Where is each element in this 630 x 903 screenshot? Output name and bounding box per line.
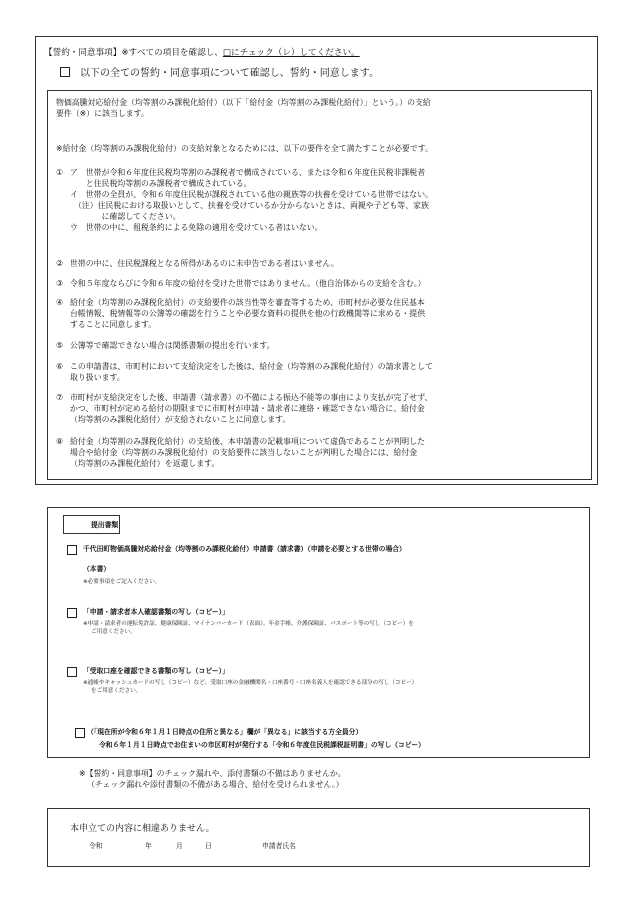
item-line: することに同意します。: [70, 320, 157, 329]
item-number: ⑧: [56, 437, 64, 446]
requirements-intro: [56, 97, 588, 119]
item-line: 取り扱います。: [70, 373, 125, 382]
check-reminder: [79, 768, 346, 790]
doc3-title: 「受取口座を確認できる書類の写し（コピー）」: [83, 667, 229, 675]
date-month-label: 月: [176, 842, 183, 850]
applicant-name-label: 申請者氏名: [262, 842, 296, 850]
item-line: （均等割のみ課税化給付）が支給されないことに同意します。: [70, 415, 291, 424]
agree-checkbox[interactable]: [60, 67, 70, 77]
item-number: ⑤: [56, 341, 64, 350]
item-line: に確認してください。: [70, 212, 181, 221]
date-year-label: 年: [145, 842, 152, 850]
doc4-row[interactable]: [75, 727, 587, 750]
item-line: イ 世帯の全員が、令和６年度住民税が課税されている他の親族等の扶養を受けている世帯ではない。: [70, 190, 433, 199]
requirements-intro-line1: 物価高騰対応給付金（均等割のみ課税化給付）（以下「給付金（均等割のみ課税化給付）」という。）の支給: [56, 98, 431, 107]
item-line: 市町村が支給決定をした後、申請書（請求書）の不備による振込不能等の事由により支払が完了せず、: [70, 393, 433, 402]
pledge-heading-instruction: □にチェック（レ）してください。: [222, 48, 360, 58]
doc1-row[interactable]: [67, 544, 587, 586]
item-number: ②: [56, 259, 64, 268]
item-line: 公簿等で確認できない場合は関係書類の提出を行います。: [70, 341, 275, 350]
doc2-note1: ※申請・請求者の運転免許証、健康保険証、マイナンバーカード（表面）、年金手帳、介護保険証、パスポート等の写し（コピー）を: [83, 621, 414, 627]
requirements-note: ※給付金（均等割のみ課税化給付）の支給対象となるためには、以下の要件を全て満たすことが必要です。: [56, 144, 433, 153]
pledge-heading: [44, 46, 360, 58]
doc1-note: ※必要事項をご記入ください。: [83, 579, 161, 585]
date-era: 令和: [89, 842, 103, 850]
doc4-title: （「現在所が令和６年１月１日時点の住所と異なる」欄が「異なる」に該当する方全員分）: [87, 728, 363, 736]
item-line: かつ、市町村が定める給付の期限までに市町村が申請・請求者に連絡・確認できない場合に、給付金: [70, 404, 425, 413]
pledge-heading-prefix: 【誓約・同意事項】※すべての項目を確認し、: [44, 48, 223, 58]
requirement-item-3: [56, 278, 588, 289]
item-number: ⑥: [56, 362, 64, 371]
item-line: 給付金（均等割のみ課税化給付）の支給後、本申請書の記載事項について虚偽であることが判明した: [70, 437, 425, 446]
doc2-note2: ご用意ください。: [91, 629, 136, 635]
requirement-item-8: [56, 436, 588, 469]
requirements-intro-line2: 要件（※）に該当します。: [56, 109, 149, 118]
item-number: ④: [56, 298, 64, 307]
item-line: 給付金（均等割のみ課税化給付）の支給要件の該当性等を審査等するため、市町村が必要な住民基本: [70, 298, 425, 307]
item-number: ⑦: [56, 393, 64, 402]
doc3-note1: ※通帳やキャッシュカードの写し（コピー）など、受取口座の金融機関名・口座番号・口座名義人を確認できる部分の写し（コピー）: [83, 680, 418, 686]
item-number: ①: [56, 168, 64, 177]
doc4-sub: 令和６年１月１日時点でお住まいの市区町村が発行する「令和６年度住民税課税証明書」の写し（コピー）: [99, 741, 425, 749]
declaration-text: 本申立ての内容に相違ありません。: [70, 824, 215, 834]
requirement-item-1: [56, 167, 588, 233]
doc3-note2: をご用意ください。: [91, 688, 142, 694]
agree-label: 以下の全ての誓約・同意事項について確認し、誓約・同意します。: [80, 68, 379, 79]
doc4-checkbox[interactable]: [75, 728, 85, 738]
declaration-box: [47, 808, 590, 867]
item-line: 世帯の中に、住民税課税となる所得があるのに未申告である者はいません。: [70, 259, 339, 268]
check-reminder-line1: ※【誓約・同意事項】のチェック漏れや、添付書類の不備はありませんか。: [79, 769, 346, 778]
check-reminder-line2: （チェック漏れや添付書類の不備がある場合、給付を受けられません。）: [87, 780, 344, 789]
agree-row[interactable]: [60, 64, 379, 79]
item-line: （注）住民税における取扱いとして、扶養を受けているか分からないときは、両親や子ども等、家族: [70, 201, 429, 210]
doc3-row[interactable]: [67, 666, 587, 695]
requirement-item-7: [56, 392, 588, 425]
requirement-item-6: [56, 361, 588, 383]
doc2-row[interactable]: [67, 607, 587, 636]
item-line: 台帳情報、税情報等の公簿等の確認を行うことや必要な資料の提供を他の行政機関等に求める・提供: [70, 309, 426, 318]
item-line: ア 世帯が令和６年度住民税均等割のみ課税者で構成されている、または令和６年度住民税非課税者: [70, 168, 426, 177]
doc1-checkbox[interactable]: [67, 545, 77, 555]
requirement-item-2: [56, 258, 588, 269]
documents-title: 提出書類: [91, 521, 119, 529]
date-day-label: 日: [205, 842, 212, 850]
item-line: この申請書は、市町村において支給決定をした後は、給付金（均等割のみ課税化給付）の請求書として: [70, 362, 433, 371]
item-number: ③: [56, 279, 64, 288]
item-line: と住民税均等割のみ課税者で構成されている。: [70, 179, 252, 188]
doc1-sub: （本書）: [83, 565, 111, 573]
doc3-checkbox[interactable]: [67, 667, 77, 677]
item-line: 令和５年度ならびに令和６年度の給付を受けた世帯ではありません。（他自治体からの支給を含む。）: [70, 279, 426, 288]
requirement-item-4: [56, 297, 588, 330]
doc1-title: 千代田町物価高騰対応給付金（均等割のみ課税化給付）申請書（請求書）（申請を必要とする世帯の場合）: [83, 545, 406, 553]
item-line: ウ 世帯の中に、租税条約による免除の適用を受けている者はいない。: [70, 223, 323, 232]
item-line: （均等割のみ課税化給付）を返還します。: [70, 459, 220, 468]
doc2-title: 「申請・請求者本人確認書類の写し（コピー）」: [83, 608, 229, 616]
item-line: 場合や給付金（均等割のみ課税化給付）の支給要件に該当しないことが判明した場合には、給付金: [70, 448, 418, 457]
requirement-item-5: [56, 340, 588, 351]
doc2-checkbox[interactable]: [67, 608, 77, 618]
